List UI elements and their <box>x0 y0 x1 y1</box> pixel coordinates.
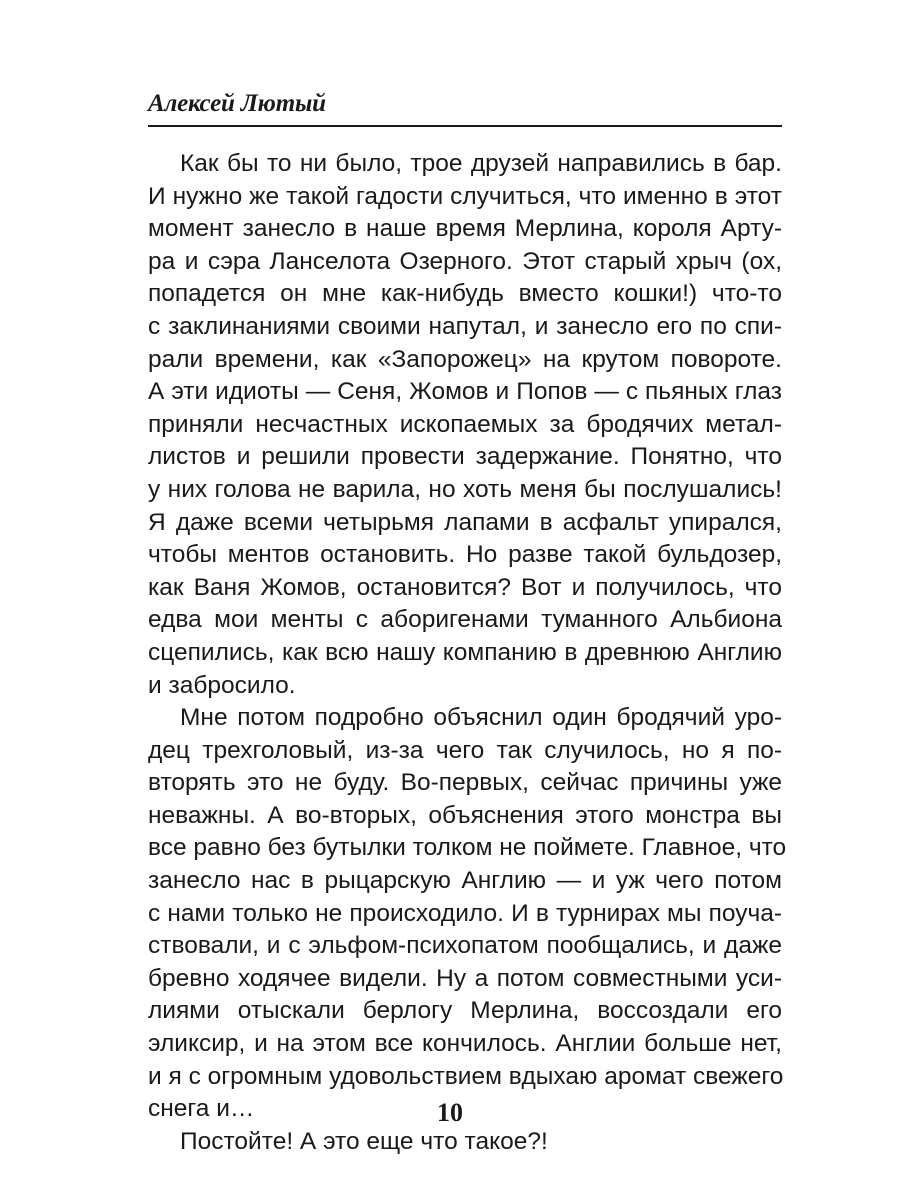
text-line: лиями отыскали берлогу Мерлина, воссоздали его <box>148 997 782 1025</box>
paragraph <box>148 148 782 702</box>
text-line: И нужно же такой гадости случиться, что именно в этот <box>148 182 782 210</box>
text-line: Как бы то ни было, трое друзей направились в бар. <box>180 150 782 177</box>
text-line: и я с огромным удовольствием вдыхаю аромат свежего <box>148 1062 784 1090</box>
paragraph <box>148 1126 782 1159</box>
header-rule <box>148 125 782 127</box>
text-line: едва мои менты с аборигенами туманного Альбиона <box>148 606 782 634</box>
body-text <box>148 148 787 1158</box>
text-line: Постойте! А это еще что такое?! <box>180 1127 548 1155</box>
text-line: Мне потом подробно объяснил один бродячий уро- <box>180 704 782 732</box>
text-line: рали времени, как «Запорожец» на крутом повороте. <box>148 345 782 373</box>
text-line: сцепились, как всю нашу компанию в древнюю Англию <box>148 638 782 666</box>
text-line: попадется он мне как-нибудь вместо кошки!) что-то <box>148 280 782 308</box>
text-line: с заклинаниями своими напутал, и занесло его по спи- <box>148 312 782 340</box>
text-line: неважны. А во-вторых, объяснения этого монстра вы <box>148 801 782 829</box>
text-line: момент занесло в наше время Мерлина, короля Арту- <box>148 215 782 243</box>
text-line: как Ваня Жомов, остановится? Вот и получилось, что <box>148 573 782 601</box>
running-head: Алексей Лютый <box>148 90 326 117</box>
text-line: все равно без бутылки толком не поймете. Главное, что <box>148 834 787 862</box>
text-line: чтобы ментов остановить. Но разве такой бульдозер, <box>148 541 782 569</box>
page-number: 10 <box>437 1098 463 1127</box>
text-line: снега и… <box>148 1095 255 1123</box>
text-line: ра и сэра Ланселота Озерного. Этот старый хрыч (ох, <box>148 247 782 275</box>
text-line: Я даже всеми четырьмя лапами в асфальт упирался, <box>148 508 782 536</box>
text-line: эликсир, и на этом все кончилось. Англии больше нет, <box>148 1030 782 1058</box>
text-line: ствовали, и с эльфом-психопатом пообщались, и даже <box>148 932 782 960</box>
text-line: с нами только не происходило. И в турнирах мы поуча- <box>148 899 782 927</box>
text-line: и забросило. <box>148 671 296 699</box>
text-line: вторять это не буду. Во-первых, сейчас причины уже <box>148 769 782 797</box>
paragraph <box>148 702 787 1126</box>
text-line: бревно ходячее видели. Ну а потом совместными уси- <box>148 964 782 992</box>
text-line: занесло нас в рыцарскую Англию — и уж чего потом <box>148 867 782 895</box>
text-line: приняли несчастных ископаемых за бродячих метал- <box>148 410 782 438</box>
text-line: у них голова не варила, но хоть меня бы послушались! <box>148 475 782 503</box>
text-line: дец трехголовый, из-за чего так случилось, но я по- <box>148 736 782 764</box>
text-line: листов и решили провести задержание. Понятно, что <box>148 443 782 471</box>
text-line: А эти идиоты — Сеня, Жомов и Попов — с пьяных глаз <box>148 378 782 406</box>
